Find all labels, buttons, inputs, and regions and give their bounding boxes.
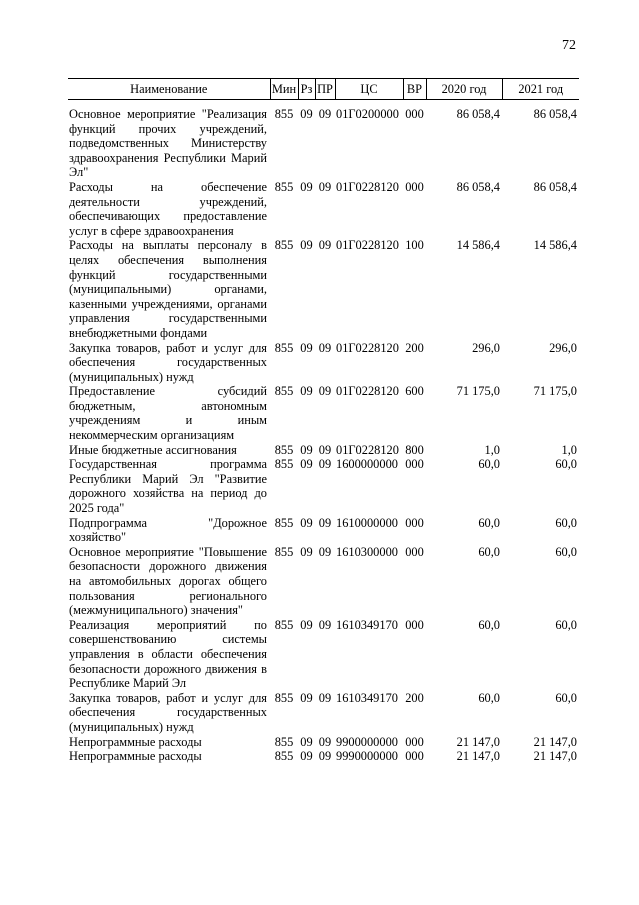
cell-vr: 000 — [405, 617, 424, 632]
cell-rz: 09 — [300, 617, 313, 632]
cell-2020: 296,0 — [472, 340, 500, 355]
cell-rz: 09 — [300, 734, 313, 749]
cell-2020: 71 175,0 — [456, 384, 500, 399]
cell-vr: 000 — [405, 749, 424, 764]
cell-cs: 9900000000 — [336, 734, 398, 749]
cell-vr: 600 — [405, 384, 424, 399]
cell-rz: 09 — [300, 179, 313, 194]
cell-name: Иные бюджетные ассигнования — [69, 442, 237, 457]
cell-2021: 60,0 — [555, 617, 577, 632]
cell-name: Предоставление субсидий бюджетным, автономным учреждениям и иным некоммерческим организациям — [69, 384, 267, 443]
cell-2020: 60,0 — [478, 515, 500, 530]
cell-rz: 09 — [300, 515, 313, 530]
cell-2021: 71 175,0 — [533, 384, 577, 399]
cell-2020: 21 147,0 — [456, 734, 500, 749]
cell-name: Подпрограмма "Дорожное хозяйство" — [69, 515, 267, 545]
table-row — [68, 341, 579, 385]
cell-min: 855 — [274, 515, 294, 530]
table-row — [68, 384, 579, 442]
cell-cs: 1600000000 — [336, 457, 398, 472]
cell-vr: 000 — [405, 107, 424, 121]
cell-rz: 09 — [300, 442, 313, 457]
cell-vr: 000 — [405, 544, 424, 559]
cell-2020: 60,0 — [478, 617, 500, 632]
cell-2021: 86 058,4 — [533, 179, 577, 194]
cell-cs: 01Г0228120 — [336, 340, 399, 355]
cell-2021: 14 586,4 — [533, 238, 577, 253]
cell-rz: 09 — [300, 107, 313, 121]
cell-vr: 000 — [405, 515, 424, 530]
cell-pr: 09 — [318, 617, 332, 632]
cell-cs: 01Г0228120 — [336, 442, 399, 457]
cell-pr: 09 — [318, 515, 332, 530]
cell-name: Основное мероприятие "Повышение безопасности дорожного движения на автомобильных дорогах общего пользования регионального (межмуниципального) значения" — [69, 544, 267, 618]
cell-name: Непрограммные расходы — [69, 749, 202, 764]
cell-2020: 1,0 — [484, 442, 500, 457]
cell-vr: 100 — [405, 238, 424, 253]
cell-cs: 1610300000 — [336, 544, 398, 559]
cell-name: Расходы на обеспечение деятельности учреждений, обеспечивающих предоставление услуг в сфере здравоохранения — [69, 179, 267, 238]
table-row — [68, 545, 579, 618]
cell-min: 855 — [274, 734, 294, 749]
cell-pr: 09 — [318, 179, 332, 194]
table-row — [68, 100, 579, 180]
cell-min: 855 — [274, 179, 294, 194]
cell-min: 855 — [274, 340, 294, 355]
cell-min: 855 — [274, 544, 294, 559]
header-min: Мин — [270, 79, 298, 100]
cell-cs: 01Г0200000 — [336, 107, 399, 121]
cell-rz: 09 — [300, 544, 313, 559]
table-body — [68, 100, 579, 764]
header-pr: ПР — [315, 79, 335, 100]
cell-cs: 1610349170 — [336, 690, 398, 705]
cell-pr: 09 — [318, 107, 332, 121]
cell-pr: 09 — [318, 690, 332, 705]
cell-pr: 09 — [318, 749, 332, 764]
cell-cs: 01Г0228120 — [336, 384, 399, 399]
cell-name: Государственная программа Республики Марий Эл "Развитие дорожного хозяйства на период до 2025 года" — [69, 457, 267, 516]
cell-name: Основное мероприятие "Реализация функций прочих учреждений, подведомственных Министерству здравоохранения Республики Марий Эл" — [69, 107, 267, 180]
cell-vr: 000 — [405, 457, 424, 472]
table-row — [68, 691, 579, 735]
cell-min: 855 — [274, 238, 294, 253]
cell-2021: 60,0 — [555, 457, 577, 472]
cell-2020: 86 058,4 — [456, 107, 500, 121]
cell-2020: 21 147,0 — [456, 749, 500, 764]
cell-vr: 000 — [405, 179, 424, 194]
cell-pr: 09 — [318, 734, 332, 749]
header-2020: 2020 год — [426, 79, 502, 100]
cell-2021: 60,0 — [555, 690, 577, 705]
cell-cs: 01Г0228120 — [336, 238, 399, 253]
cell-2021: 21 147,0 — [533, 749, 577, 764]
cell-2021: 86 058,4 — [533, 107, 577, 121]
header-rz: Рз — [298, 79, 315, 100]
cell-2020: 60,0 — [478, 457, 500, 472]
cell-2020: 60,0 — [478, 544, 500, 559]
cell-2021: 1,0 — [561, 442, 577, 457]
budget-table — [68, 78, 579, 764]
cell-rz: 09 — [300, 457, 313, 472]
table-row — [68, 735, 579, 750]
cell-rz: 09 — [300, 690, 313, 705]
cell-name: Непрограммные расходы — [69, 734, 202, 749]
cell-pr: 09 — [318, 457, 332, 472]
cell-rz: 09 — [300, 749, 313, 764]
header-2021: 2021 год — [502, 79, 579, 100]
cell-min: 855 — [274, 690, 294, 705]
cell-name: Расходы на выплаты персоналу в целях обеспечения выполнения функций государственными (муниципальными) органами, казенными учреждениями, органами управления государственными внебюджетными фондами — [69, 238, 267, 340]
cell-cs: 9990000000 — [336, 749, 398, 764]
cell-vr: 800 — [405, 442, 424, 457]
header-cs: ЦС — [335, 79, 403, 100]
cell-vr: 200 — [405, 690, 424, 705]
header-vr: ВР — [403, 79, 426, 100]
page-number: 72 — [562, 38, 576, 53]
cell-name: Закупка товаров, работ и услуг для обеспечения государственных (муниципальных) нужд — [69, 340, 267, 384]
cell-min: 855 — [274, 457, 294, 472]
table-row — [68, 238, 579, 340]
table-row — [68, 618, 579, 691]
cell-vr: 000 — [405, 734, 424, 749]
table-row — [68, 516, 579, 545]
table-row — [68, 457, 579, 515]
cell-min: 855 — [274, 107, 294, 121]
cell-min: 855 — [274, 442, 294, 457]
cell-rz: 09 — [300, 238, 313, 253]
cell-name: Закупка товаров, работ и услуг для обеспечения государственных (муниципальных) нужд — [69, 690, 267, 734]
cell-pr: 09 — [318, 442, 332, 457]
cell-min: 855 — [274, 384, 294, 399]
cell-cs: 1610000000 — [336, 515, 398, 530]
table-header — [68, 79, 579, 100]
table-row — [68, 180, 579, 238]
cell-pr: 09 — [318, 340, 332, 355]
cell-2020: 14 586,4 — [456, 238, 500, 253]
cell-name: Реализация мероприятий по совершенствованию системы управления в области обеспечения безопасности дорожного движения в Республике Марий Эл — [69, 617, 267, 691]
cell-vr: 200 — [405, 340, 424, 355]
cell-2021: 296,0 — [549, 340, 577, 355]
cell-pr: 09 — [318, 544, 332, 559]
cell-min: 855 — [274, 749, 294, 764]
cell-rz: 09 — [300, 384, 313, 399]
table-row — [68, 749, 579, 764]
cell-2020: 60,0 — [478, 690, 500, 705]
cell-2020: 86 058,4 — [456, 179, 500, 194]
cell-pr: 09 — [318, 238, 332, 253]
cell-rz: 09 — [300, 340, 313, 355]
cell-2021: 21 147,0 — [533, 734, 577, 749]
table-row — [68, 443, 579, 458]
cell-pr: 09 — [318, 384, 332, 399]
header-name: Наименование — [68, 79, 270, 100]
cell-min: 855 — [274, 617, 294, 632]
cell-2021: 60,0 — [555, 515, 577, 530]
cell-cs: 1610349170 — [336, 617, 398, 632]
cell-cs: 01Г0228120 — [336, 179, 399, 194]
cell-2021: 60,0 — [555, 544, 577, 559]
